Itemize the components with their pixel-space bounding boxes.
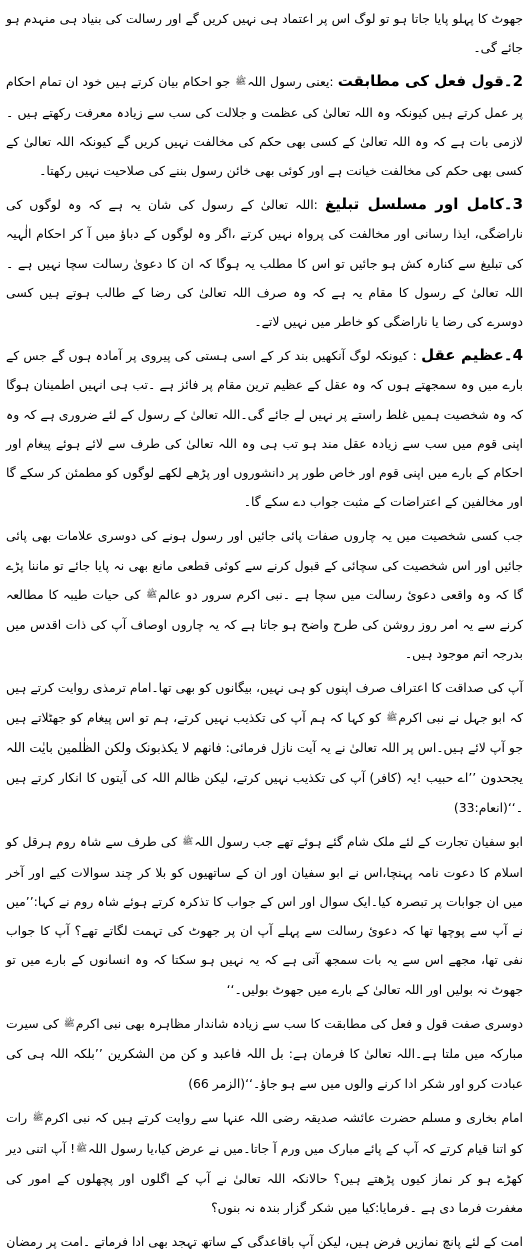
- text-segment: آپ کی صداقت کا اعتراف صرف اپنوں کو ہی نہیں، بیگانوں کو بھی تھا۔امام ترمذی روایت کرتے ہیں کہ ابو جہل نے نبی اکرم: [6, 680, 523, 725]
- text-segment: جب کسی شخصیت میں یہ چاروں صفات پائی جائیں اور رسول ہونے کی دوسری علامات بھی پائی جائیں اور اس شخصیت کی سچائی کے قبول کرنے سے کوئی قطعی مانع بھی نہ پایا جائے تو ماننا پڑے گا کہ وہ واقعی دعویٔ رسالت میں سچا ہے ۔نبی اکرم سرور دو عالم: [6, 528, 523, 602]
- section-heading: 2۔قول فعل کی مطابقت: [337, 72, 523, 91]
- text-segment: کو کہا کہ ہم آپ کی تکذیب نہیں کرتے، ہم تو اس پیغام کو جھٹلاتے ہیں جو آپ لائے ہیں۔اس پر اللہ تعالیٰ نے یہ آیت نازل فرمائی:: [6, 709, 523, 755]
- paragraph-night-prayer: [6, 1103, 523, 1222]
- paragraph-four-qualities: [6, 521, 523, 668]
- salutation-mark: ﷺ: [146, 589, 158, 600]
- text-segment: کی حیات طیبہ کا مطالعہ کرنے سے یہ امر روز روشن کی طرح واضح ہو جاتا ہے کہ یہ چاروں اوصاف آپ کی ذات اقدس میں بدرجہ اتم موجود ہیں۔: [6, 586, 523, 662]
- paragraph-intro: [6, 4, 523, 62]
- quran-verse: بل اللہ فاعبد و کن من الشکرین: [107, 1046, 284, 1062]
- paragraph-point-4: [6, 341, 523, 516]
- text-segment: امت کے لئے پانچ نمازیں فرض ہیں، لیکن آپ باقاعدگی کے ساتھ تہجد بھی ادا فرماتے ۔امت پر رمضان: [6, 1234, 523, 1250]
- text-segment: جھوٹ کا پہلو پایا جاتا ہو تو لوگ اس پر اعتماد ہی نہیں کریں گے اور رسالت کی بنیاد ہی منہدم ہو جائے گی۔: [6, 11, 523, 56]
- salutation-mark: ﷺ: [76, 1143, 87, 1154]
- text-segment: امام بخاری و مسلم حضرت عائشہ صدیقہ رضی اللہ عنہا سے روایت کرتے ہیں کہ نبی اکرم: [44, 1110, 523, 1126]
- text-segment: ابو سفیان تجارت کے لئے ملک شام گئے ہوئے تھے جب رسول اللہ: [194, 834, 523, 850]
- text-segment: ’’بلکہ اللہ ہی کی عبادت کرو اور شکر ادا کرنے والوں میں سے ہو جاؤ۔‘‘(الزمر 66): [6, 1045, 523, 1092]
- salutation-mark: ﷺ: [235, 77, 247, 88]
- text-segment: ’’اے حبیب !یہ (کافر) آپ کی تکذیب نہیں کرتے، لیکن ظالم اللہ کی آیتوں کا انکار کرتے ہیں ۔‘‘(انعام:33): [6, 770, 523, 816]
- paragraph-abu-sufyan: [6, 827, 523, 1003]
- text-segment: کی سیرت مبارکہ میں ملتا ہے۔اللہ تعالیٰ کا فرمان ہے:: [6, 1015, 523, 1061]
- paragraph-truthfulness: [6, 673, 523, 822]
- salutation-mark: ﷺ: [182, 837, 194, 848]
- quran-verse: فانھم لا یکذبونک ولکن الظٰلمین بایٰت اللہ یجحدون: [6, 740, 523, 787]
- text-segment: رات کو اتنا قیام کرتے کہ آپ کے پائے مبارک میں ورم آ جاتا۔میں نے عرض کیا،یا رسول اللہ: [6, 1110, 523, 1156]
- text-segment: دوسری صفت قول و فعل کی مطابقت کا سب سے زیادہ شاندار مظاہرہ بھی نبی اکرم: [75, 1015, 523, 1031]
- salutation-mark: ﷺ: [386, 712, 398, 723]
- section-heading: 3۔کامل اور مسلسل تبلیغ: [324, 195, 523, 214]
- paragraph-prayers: [6, 1227, 523, 1256]
- salutation-mark: ﷺ: [63, 1018, 75, 1029]
- salutation-mark: ﷺ: [32, 1113, 44, 1124]
- paragraph-point-2: [6, 67, 523, 185]
- text-segment: کی طرف سے شاہ روم ہرقل کو اسلام کا دعوت نامہ پہنچا،اس نے ابو سفیان اور ان کے ساتھیوں کو بلا کر چند سوالات کیے اور آخر میں ان جوابات پر تبصرہ کیا۔ایک سوال اور اس کے جواب کا تذکرہ کرتے ہوئے شاہ روم نے کہا:’’میں نے آپ سے پوچھا تھا کہ دعویٔ رسالت سے پہلے آپ ان پر جھوٹ کی تہمت لگاتے تھے؟ آپ کا جواب نفی تھا، مجھے اس سے یہ بات سمجھ آتی ہے کہ یہ نہیں ہو سکتا کہ وہ انسانوں کے بارے میں تو جھوٹ نہ بولیں اور اللہ تعالیٰ کے بارے میں جھوٹ بولیں۔‘‘: [6, 834, 523, 997]
- text-segment: : کیونکہ لوگ آنکھیں بند کر کے اسی ہستی کی پیروی پر آمادہ ہوں گے جس کے بارے میں وہ سمجھتے ہوں کہ وہ عقل کے عظیم ترین مقام پر فائز ہے ۔تب ہی انہیں اطمینان ہوگا کہ وہ شخصیت ہمیں غلط راستے پر نہیں لے جائے گی۔اللہ تعالیٰ کے رسول کے لئے ضروری ہے کہ وہ اپنی قوم میں سب سے زیادہ عقل مند ہو تب ہی وہ اللہ تعالیٰ کی طرف سے لائے ہوئے پیغام اور احکام کے بارے میں اپنی قوم اور خاص طور پر دانشوروں اور پڑھے لکھے لوگوں کو مطمئن کر سکے گا اور مخالفین کے اعتراضات کے مثبت جواب دے سکے گا۔: [6, 348, 523, 510]
- paragraph-word-deed: [6, 1009, 523, 1099]
- paragraph-point-3: [6, 190, 523, 336]
- text-segment: :یعنی رسول اللہ: [247, 74, 334, 90]
- text-segment: جو احکام بیان کرتے ہیں خود ان تمام احکام پر عمل کرتے ہیں کیونکہ وہ اللہ تعالیٰ کی عظمت و جلالت کی سب سے زیادہ معرفت رکھتے ہیں ۔لازمی بات ہے کہ وہ اللہ تعالیٰ کے کسی بھی حکم کی مخالفت نہیں کریں گے کیونکہ اللہ تعالیٰ کے کسی بھی حکم کی مخالفت خیانت ہے اور کوئی بھی خائن رسول بننے کی صلاحیت نہیں رکھتا۔: [6, 74, 523, 179]
- text-segment: :اللہ تعالیٰ کے رسول کی شان یہ ہے کہ وہ لوگوں کی ناراضگی، ایذا رسانی اور مخالفت کی پرواہ نہیں کرتے ،اگر وہ لوگوں کے دباؤ میں آ کر احکام الٰہیہ کی تبلیغ سے کنارہ کش ہو جائیں تو اس کا مطلب یہ ہوگا کہ ان کا دعویٰ رسالت سچا نہیں ہے ۔اللہ تعالیٰ کے رسول کا مقام یہ ہے کہ وہ صرف اللہ تعالیٰ کی رضا کے طالب ہوتے ہیں کسی دوسرے کی رضا یا ناراضگی کو خاطر میں نہیں لاتے۔: [6, 197, 523, 330]
- text-segment: ! آپ اتنی دیر کھڑے ہو کر نماز کیوں پڑھتے ہیں؟ حالانکہ اللہ تعالیٰ نے آپ کے اگلوں اور پچھلوں کے امور کی مغفرت فرما دی ہے ۔فرمایا:کیا میں شکر گزار بندہ نہ بنوں؟: [6, 1140, 523, 1215]
- section-heading: 4۔عظیم عقل: [421, 346, 523, 365]
